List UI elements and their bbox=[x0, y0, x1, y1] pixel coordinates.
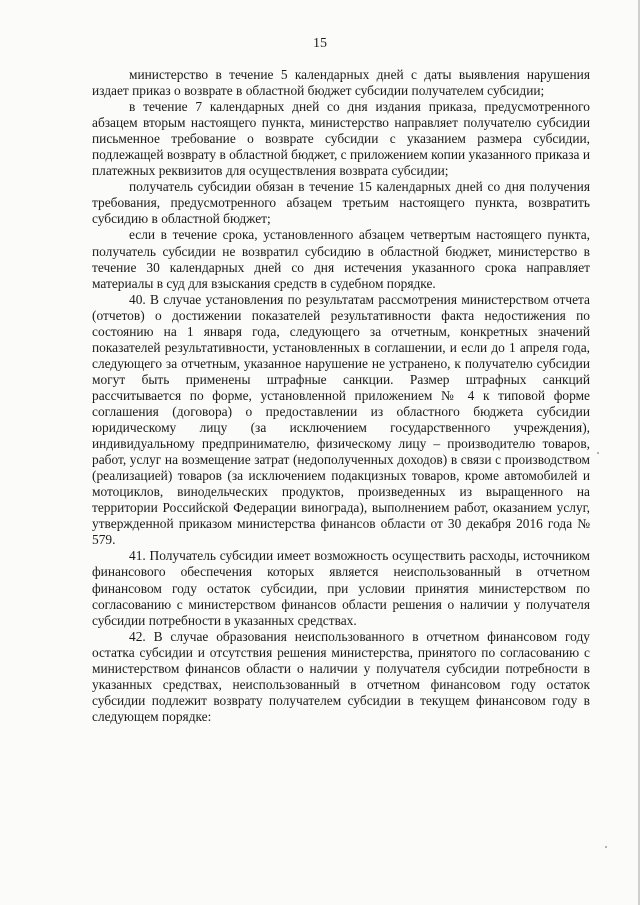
paragraph-2: в течение 7 календарных дней со дня издания приказа, предусмотренного абзацем вторым настоящего пункта, министерство направляет получателю субсидии письменное требование о возврате субсидии с указанием размера субсидии, подлежащей возврату в областной бюджет, с приложением копии указанного приказа и платежных реквизитов для осуществления возврата субсидии; bbox=[92, 99, 590, 179]
paragraph-40: 40. В случае установления по результатам рассмотрения министерством отчета (отчетов) о достижении показателей результативности факта недостижения по состоянию на 1 января года, следующего за отчетным, конкретных значений показателей результативности, установленных в соглашении, и если до 1 апреля года, следующего за отчетным, указанное нарушение не устранено, к получателю субсидии могут быть применены штрафные санкции. Размер штрафных санкций рассчитывается по форме, установленной приложением № 4 к типовой форме соглашения (договора) о предоставлении из областного бюджета субсидии юридическому лицу (за исключением государственного учреждения), индивидуальному предпринимателю, физическому лицу – производителю товаров, работ, услуг на возмещение затрат (недополученных доходов) в связи с производством (реализацией) товаров (за исключением подакцизных товаров, кроме автомобилей и мотоциклов, винодельческих продуктов, произведенных из выращенного на территории Российской Федерации винограда), выполнением работ, оказанием услуг, утвержденной приказом министерства финансов области от 30 декабря 2016 года № 579. bbox=[92, 291, 590, 548]
document-body bbox=[92, 67, 590, 725]
scan-speck bbox=[605, 846, 607, 848]
paragraph-1: министерство в течение 5 календарных дней с даты выявления нарушения издает приказ о возврате в областной бюджет субсидии получателем субсидии; bbox=[92, 67, 590, 99]
paragraph-4: если в течение срока, установленного абзацем четвертым настоящего пункта, получатель субсидии не возвратил субсидию в областной бюджет, министерство в течение 30 календарных дней со дня истечения указанного срока направляет материалы в суд для взыскания средств в судебном порядке. bbox=[92, 227, 590, 291]
scan-speck bbox=[597, 452, 599, 454]
paragraph-41: 41. Получатель субсидии имеет возможность осуществить расходы, источником финансового обеспечения которых является неиспользованный в отчетном финансовом году остаток субсидии, при условии принятия министерством по согласованию с министерством финансов области решения о наличии у получателя субсидии потребности в указанных средствах. bbox=[92, 548, 590, 628]
paragraph-3: получатель субсидии обязан в течение 15 календарных дней со дня получения требования, предусмотренного абзацем третьим настоящего пункта, возвратить субсидию в областной бюджет; bbox=[92, 179, 590, 227]
paragraph-42: 42. В случае образования неиспользованного в отчетном финансовом году остатка субсидии и отсутствия решения министерства, принятого по согласованию с министерством финансов области о наличии у получателя субсидии потребности в указанных средствах, неиспользованный в отчетном финансовом году остаток субсидии подлежит возврату получателем субсидии в текущем финансовом году в следующем порядке: bbox=[92, 628, 590, 724]
page-number: 15 bbox=[313, 36, 327, 51]
